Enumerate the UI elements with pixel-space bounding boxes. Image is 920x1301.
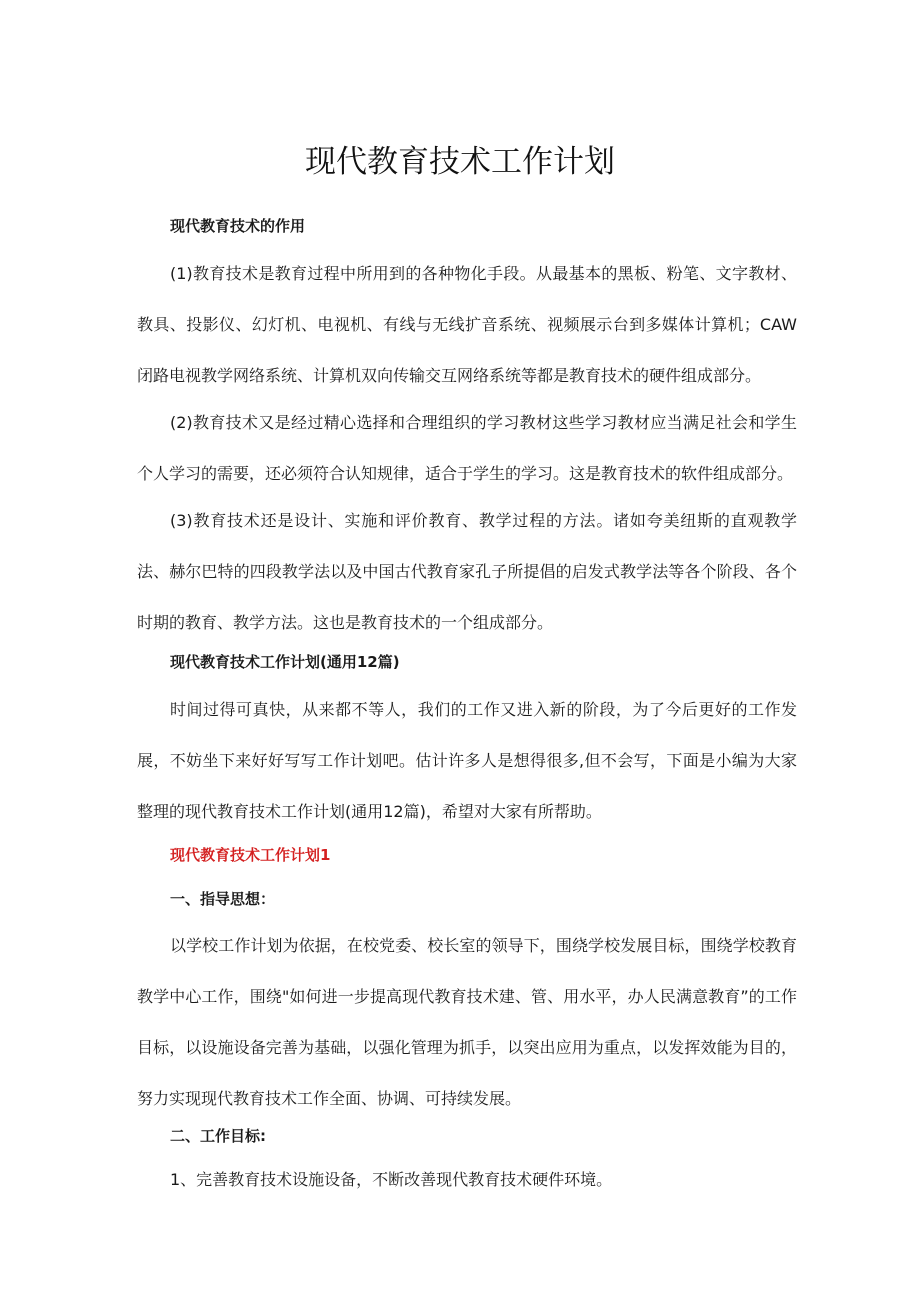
document-title: 现代教育技术工作计划 <box>305 144 615 180</box>
paragraph-software: (2)教育技术又是经过精心选择和合理组织的学习教材这些学习教材应当满足社会和学生个人学习的需要，还必须符合认知规律，适合于学生的学习。这是教育技术的软件组成部分。 <box>137 413 797 483</box>
section-heading-role: 现代教育技术的作用 <box>170 217 306 235</box>
plan-1-heading: 现代教育技术工作计划1 <box>170 846 331 864</box>
work-goals-heading: 二、工作目标: <box>170 1127 266 1145</box>
section-heading-plans: 现代教育技术工作计划(通用12篇) <box>170 653 400 671</box>
guiding-ideology-heading: 一、指导思想： <box>170 890 276 908</box>
paragraph-guiding-ideology: 以学校工作计划为依据，在校党委、校长室的领导下，围绕学校发展目标，围绕学校教育教学中心工作，围绕"如何进一步提高现代教育技术建、管、用水平，办人民满意教育”的工作目标，以设施设备完善为基础，以强化管理为抓手，以突出应用为重点，以发挥效能为目的，努力实现现代教育技术工作全面、协调、可持续发展。 <box>137 936 797 1108</box>
paragraph-intro: 时间过得可真快，从来都不等人，我们的工作又进入新的阶段，为了今后更好的工作发展，不妨坐下来好好写写工作计划吧。估计许多人是想得很多,但不会写，下面是小编为大家整理的现代教育技术工作计划(通用12篇)，希望对大家有所帮助。 <box>137 700 797 821</box>
goal-item-1: 1、完善教育技术设施设备，不断改善现代教育技术硬件环境。 <box>170 1170 613 1189</box>
paragraph-methods: (3)教育技术还是设计、实施和评价教育、教学过程的方法。诸如夸美纽斯的直观教学法、赫尔巴特的四段教学法以及中国古代教育家孔子所提倡的启发式教学法等各个阶段、各个时期的教育、教学方法。这也是教育技术的一个组成部分。 <box>137 511 797 632</box>
paragraph-hardware: (1)教育技术是教育过程中所用到的各种物化手段。从最基本的黑板、粉笔、文字教材、教具、投影仪、幻灯机、电视机、有线与无线扩音系统、视频展示台到多媒体计算机；CAW闭路电视教学网络系统、计算机双向传输交互网络系统等都是教育技术的硬件组成部分。 <box>137 264 797 385</box>
